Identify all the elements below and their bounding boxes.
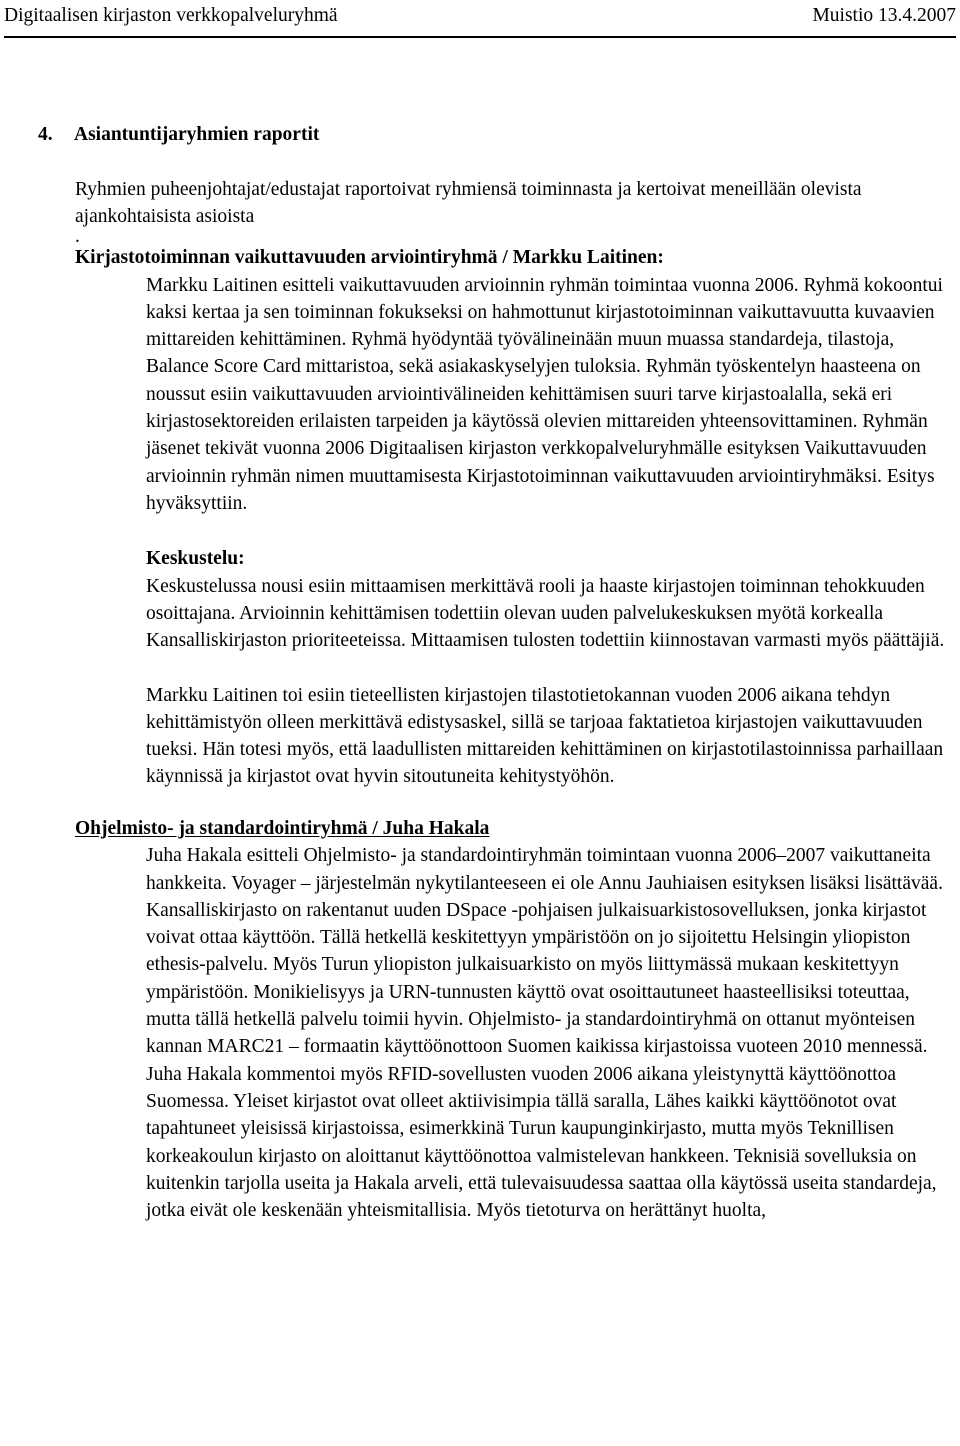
intro-paragraph: Ryhmien puheenjohtajat/edustajat raportoivat ryhmiensä toiminnasta ja kertoivat meneillään olevista ajankohtaisista asioista	[75, 179, 862, 227]
document-body	[0, 121, 960, 1224]
group-paragraph: Juha Hakala esitteli Ohjelmisto- ja standardointiryhmän toimintaan vuonna 2006–2007 vaikuttaneita hankkeita. Voyager – järjestelmän nykytilanteeseen ei ole Annu Jauhiaisen esityksen lisäksi lisättävää. Kansalliskirjasto on rakentanut uuden DSpace -pohjaisen julkaisuarkistosovelluksen, jonka kirjastot voivat ottaa käyttöön. Tällä hetkellä keskitettyyn ympäristöön on jo sijoitettu Helsingin yliopiston ethesis-palvelu. Myös Turun yliopiston julkaisuarkisto on myös liittymässä mukaan keskitettyyn ympäristöön. Monikielisyys ja URN-tunnusten käyttö ovat osoittautuneet haasteellisiksi toteuttaa, mutta tällä hetkellä palvelu toimii hyvin. Ohjelmisto- ja standardointiryhmä on ottanut myönteisen kannan MARC21 – formaatin käyttöönottoon Suomen kaikissa kirjastoissa vuoteen 2010 mennessä. Juha Hakala kommentoi myös RFID-sovellusten vuoden 2006 aikana yleistynyttä käyttöönottoa Suomessa. Yleiset kirjastot ovat olleet aktiivisimpia tällä saralla, Lähes kaikki käyttöönotot ovat tapahtuneet yleisissä kirjastoissa, esimerkkinä Turun kaupunginkirjasto, mutta myös Teknillisen korkeakoulun kirjasto on aloittanut käyttöönottoa valmistelevan hankkeen. Teknisiä sovelluksia on kuitenkin tarjolla useita ja Hakala arveli, että tulevaisuudessa saattaa olla käytössä useita standardeja, jotka eivät ole keskenään yhteismitallisia. Myös tietoturva on herättänyt huolta,	[146, 845, 943, 1222]
group-heading: Kirjastotoiminnan vaikuttavuuden arviointiryhmä / Markku Laitinen:	[75, 247, 664, 268]
group-heading: Ohjelmisto- ja standardointiryhmä / Juha Hakala	[75, 817, 490, 839]
header-memo-date: Muistio 13.4.2007	[812, 5, 956, 26]
discussion-paragraph: Keskustelussa nousi esiin mittaamisen merkittävä rooli ja haaste kirjastojen toiminnan tehokkuuden osoittajana. Arvioinnin kehittämisen todettiin olevan uuden palvelukeskuksen myötä korkealla Kansalliskirjaston prioriteeteissa. Mittaamisen tulosten todettiin kiinnostavan varmasti myös päättäjiä.	[146, 575, 945, 652]
group-software-standards	[0, 815, 960, 1225]
header-organization: Digitaalisen kirjaston verkkopalveluryhmä	[4, 5, 338, 26]
section-title: Asiantuntijaryhmien raportit	[74, 124, 320, 145]
section-number: 4.	[38, 124, 53, 145]
discussion-paragraph: Markku Laitinen toi esiin tieteellisten kirjastojen tilastotietokannan vuoden 2006 aikana tehdyn kehittämistyön olleen merkittävä edistysaskel, sillä se tarjoaa faktatietoa kirjastojen vaikuttavuuden tueksi. Hän totesi myös, että laadullisten mittareiden kehittäminen on kirjastotilastoinnissa parhaillaan käynnissä ja kirjastot ovat hyvin sitoutuneita kehitystyöhön.	[146, 684, 944, 788]
page-header	[4, 4, 956, 38]
group-impact-evaluation	[0, 244, 960, 791]
section-heading	[0, 121, 960, 149]
group-paragraph: Markku Laitinen esitteli vaikuttavuuden arvioinnin ryhmän toimintaa vuonna 2006. Ryhmä kokoontui kaksi kertaa ja sen toiminnan fokukseksi on hahmottunut kirjastotoiminnan vaikuttavuutta kuvaavien mittareiden kehittäminen. Ryhmä hyödyntää työvälineinään muun muassa standardeja, tilastoja, Balance Score Card mittaristoa, sekä asiakaskyselyjen tuloksia. Ryhmän työskentelyn haasteena on noussut esiin vaikuttavuuden arviointivälineiden kehittämisen suuri tarve kirjastoalalla, sekä eri kirjastosektoreiden erilaisten tarpeiden ja käytössä olevien mittareiden yhteensovittaminen. Ryhmän jäsenet tekivät vuonna 2006 Digitaalisen kirjaston verkkopalveluryhmälle esityksen Vaikuttavuuden arvioinnin ryhmän nimen muuttamisesta Kirjastotoiminnan vaikuttavuuden arviointiryhmäksi. Esitys hyväksyttiin.	[146, 274, 943, 514]
discussion-heading: Keskustelu:	[146, 548, 245, 570]
separator-dot: .	[75, 226, 80, 247]
